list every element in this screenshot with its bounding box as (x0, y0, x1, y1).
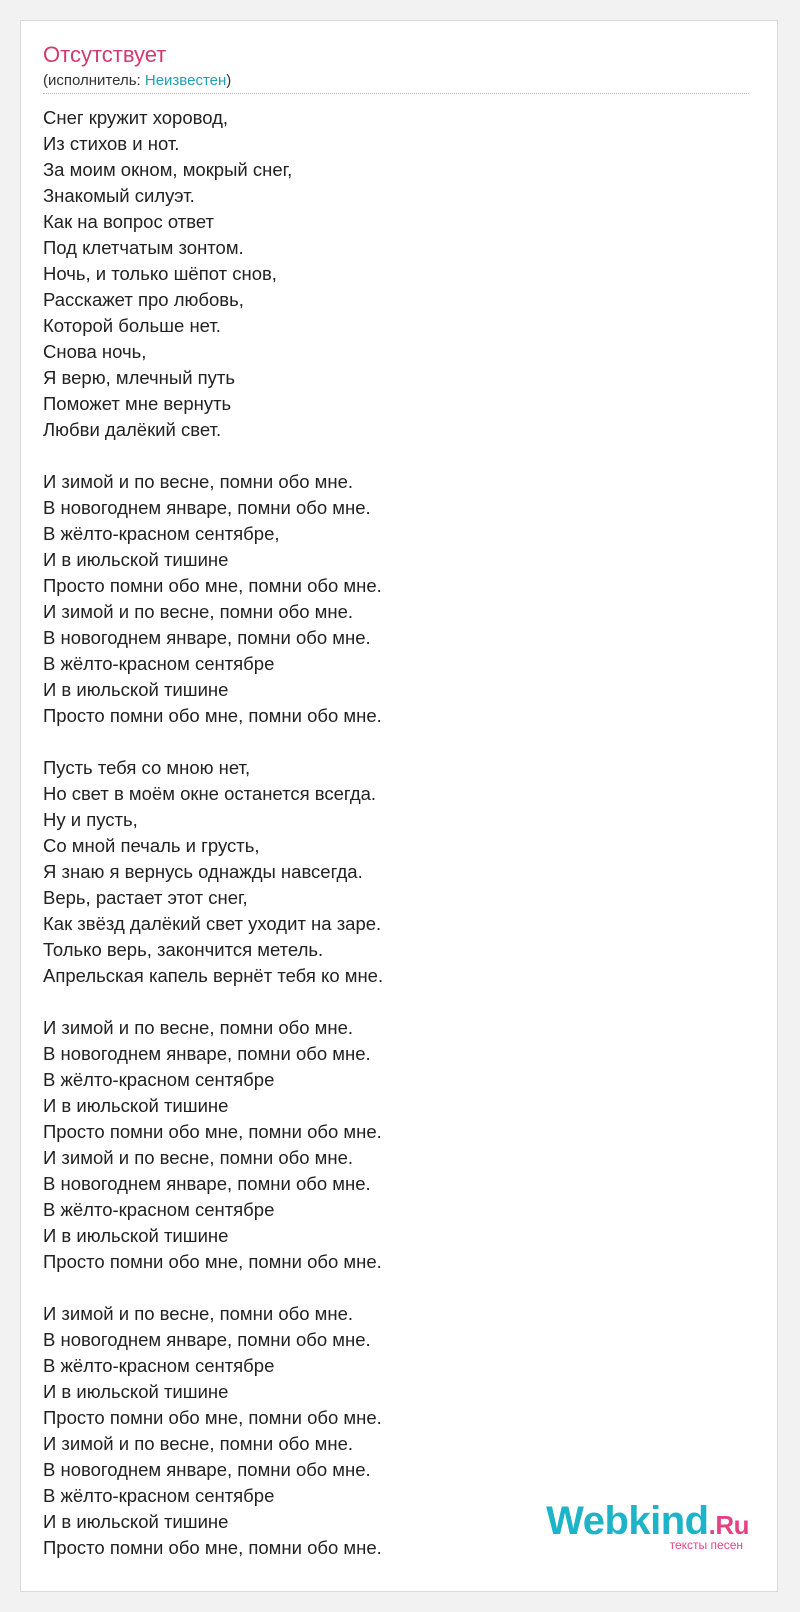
lyric-line: В новогоднем январе, помни обо мне. (43, 627, 371, 648)
lyric-line: За моим окном, мокрый снег, (43, 159, 293, 180)
artist-prefix: (исполнитель: (43, 72, 145, 89)
lyric-line: Но свет в моём окне останется всегда. (43, 783, 377, 804)
logo-tagline: тексты песен (669, 1538, 743, 1552)
logo-brand-tld: .Ru (708, 1510, 749, 1540)
lyric-line: И зимой и по весне, помни обо мне. (43, 1147, 353, 1168)
lyric-line: И в июльской тишине (43, 549, 229, 570)
lyric-line: Снег кружит хоровод, (43, 107, 229, 128)
lyric-line: В новогоднем январе, помни обо мне. (43, 1329, 371, 1350)
lyric-line: В новогоднем январе, помни обо мне. (43, 1043, 371, 1064)
lyric-line: Просто помни обо мне, помни обо мне. (43, 1121, 382, 1142)
artist-suffix: ) (226, 72, 232, 89)
lyric-line: Под клетчатым зонтом. (43, 237, 244, 258)
song-title: Отсутствует (43, 42, 167, 67)
lyric-line: Из стихов и нот. (43, 133, 180, 154)
lyric-line: В жёлто-красном сентябре, (43, 523, 280, 544)
artist-line (43, 72, 231, 90)
lyric-line: И в июльской тишине (43, 1511, 229, 1532)
lyric-line: Поможет мне вернуть (43, 393, 232, 414)
lyric-line: Как на вопрос ответ (43, 211, 214, 232)
logo-brand-main: Webkind (546, 1499, 709, 1543)
title-divider (43, 93, 749, 94)
lyric-line: Просто помни обо мне, помни обо мне. (43, 575, 382, 596)
stanza (43, 469, 743, 729)
lyric-line: Я знаю я вернусь однажды навсегда. (43, 861, 363, 882)
lyric-line: Расскажет про любовь, (43, 289, 244, 310)
lyric-line: Любви далёкий свет. (43, 419, 222, 440)
lyric-line: Апрельская капель вернёт тебя ко мне. (43, 965, 384, 986)
lyric-line: Просто помни обо мне, помни обо мне. (43, 1537, 382, 1558)
lyric-line: В жёлто-красном сентябре (43, 1485, 275, 1506)
lyric-line: Которой больше нет. (43, 315, 221, 336)
lyric-line: Просто помни обо мне, помни обо мне. (43, 1251, 382, 1272)
lyric-line: И зимой и по весне, помни обо мне. (43, 1017, 353, 1038)
lyric-line: И в июльской тишине (43, 1381, 229, 1402)
lyric-line: И в июльской тишине (43, 679, 229, 700)
lyrics-text (43, 105, 743, 1561)
lyrics-card (20, 20, 778, 1592)
lyric-line: Просто помни обо мне, помни обо мне. (43, 1407, 382, 1428)
lyric-line: Ну и пусть, (43, 809, 138, 830)
lyric-line: И в июльской тишине (43, 1095, 229, 1116)
lyric-line: И зимой и по весне, помни обо мне. (43, 1433, 353, 1454)
lyric-line: В жёлто-красном сентябре (43, 1199, 275, 1220)
lyric-line: Знакомый силуэт. (43, 185, 195, 206)
lyric-line: Ночь, и только шёпот снов, (43, 263, 277, 284)
lyric-line: Пусть тебя со мною нет, (43, 757, 251, 778)
lyric-line: И зимой и по весне, помни обо мне. (43, 601, 353, 622)
stanza (43, 755, 743, 989)
lyric-line: И зимой и по весне, помни обо мне. (43, 471, 353, 492)
lyric-line: И зимой и по весне, помни обо мне. (43, 1303, 353, 1324)
lyric-line: В жёлто-красном сентябре (43, 1069, 275, 1090)
lyric-line: Снова ночь, (43, 341, 147, 362)
lyric-line: Со мной печаль и грусть, (43, 835, 260, 856)
lyric-line: В новогоднем январе, помни обо мне. (43, 497, 371, 518)
lyric-line: Верь, растает этот снег, (43, 887, 248, 908)
stanza (43, 1015, 743, 1275)
lyric-line: В новогоднем январе, помни обо мне. (43, 1173, 371, 1194)
lyric-line: Я верю, млечный путь (43, 367, 236, 388)
lyric-line: И в июльской тишине (43, 1225, 229, 1246)
lyric-line: Просто помни обо мне, помни обо мне. (43, 705, 382, 726)
lyric-line: Только верь, закончится метель. (43, 939, 324, 960)
lyric-line: В новогоднем январе, помни обо мне. (43, 1459, 371, 1480)
artist-link[interactable]: Неизвестен (144, 72, 227, 89)
lyric-line: Как звёзд далёкий свет уходит на заре. (43, 913, 382, 934)
lyric-line: В жёлто-красном сентябре (43, 1355, 275, 1376)
stanza (43, 105, 743, 443)
lyric-line: В жёлто-красном сентябре (43, 653, 275, 674)
site-logo[interactable] (546, 1500, 749, 1552)
